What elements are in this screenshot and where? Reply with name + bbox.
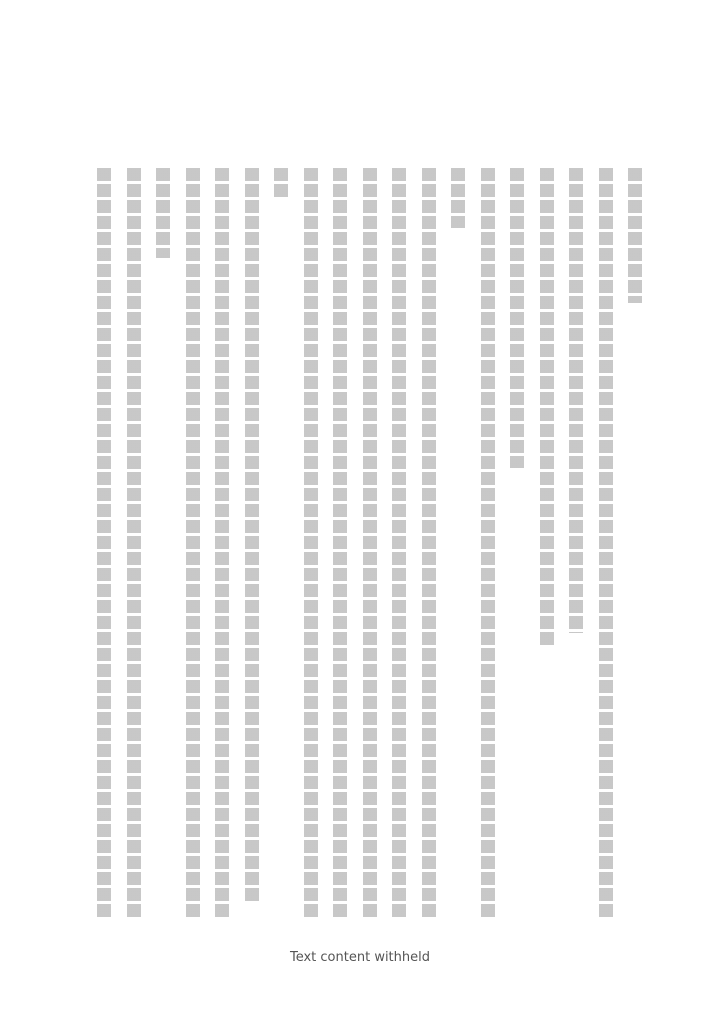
text-column [215,168,229,918]
redacted-line [422,168,436,918]
text-column [451,168,465,228]
text-column [510,168,524,468]
redacted-line [304,168,318,918]
text-column [274,168,288,198]
redacted-line [392,168,406,918]
redacted-line [97,168,111,918]
text-column [304,168,318,918]
redacted-line [333,168,347,918]
redacted-line [540,168,554,648]
redacted-line [599,168,613,918]
redacted-line [451,168,465,228]
text-column [127,168,141,918]
text-column [97,168,111,918]
text-column [392,168,406,918]
redacted-line [274,168,288,198]
redacted-line [215,168,229,918]
redacted-line [363,168,377,918]
text-column [186,168,200,918]
text-column [628,168,642,303]
text-column [481,168,495,918]
redacted-line [127,168,141,918]
text-column [333,168,347,918]
redacted-line [569,168,583,633]
text-column [599,168,613,918]
redacted-line [481,168,495,918]
text-column [540,168,554,648]
text-column [569,168,583,633]
text-column [156,168,170,258]
text-column [422,168,436,918]
withheld-note: Text content withheld [289,950,430,965]
redacted-line [186,168,200,918]
redacted-line [245,168,259,903]
redacted-line [510,168,524,468]
redacted-line [156,168,170,258]
text-column [245,168,259,903]
text-column [363,168,377,918]
redacted-line [628,168,642,303]
